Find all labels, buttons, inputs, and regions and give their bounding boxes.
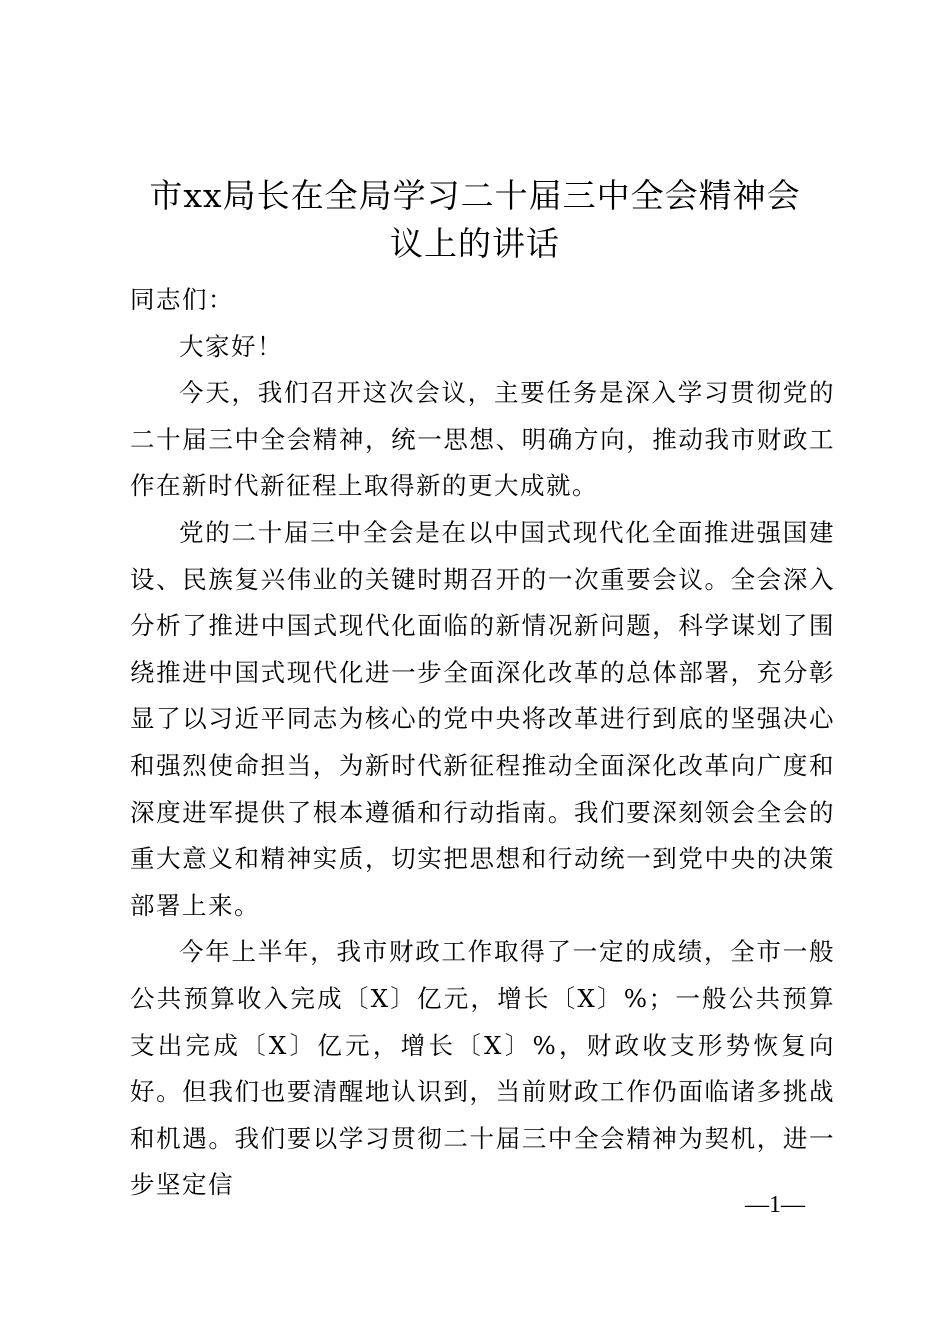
title-line-1: 市xx局长在全局学习二十届三中全会精神会 bbox=[149, 176, 801, 215]
title-line-2: 议上的讲话 bbox=[390, 224, 560, 263]
paragraph-fiscal-results: 今年上半年，我市财政工作取得了一定的成绩，全市一般公共预算收入完成〔X〕亿元，增长〔X〕%；一般公共预算支出完成〔X〕亿元，增长〔X〕%，财政收支形势恢复向好。但我们也要清醒地认识到，当前财政工作仍面临诸多挑战和机遇。我们要以学习贯彻二十届三中全会精神为契机，进一步坚定信 bbox=[130, 937, 835, 1200]
document-title bbox=[100, 172, 850, 268]
paragraph-plenum-significance: 党的二十届三中全会是在以中国式现代化全面推进强国建设、民族复兴伟业的关键时期召开的一次重要会议。全会深入分析了推进中国式现代化面临的新情况新问题，科学谋划了围绕推进中国式现代化进一步全面深化改革的总体部署，充分彰显了以习近平同志为核心的党中央将改革进行到底的坚强决心和强烈使命担当，为新时代新征程推动全面深化改革向广度和深度进军提供了根本遵循和行动指南。我们要深刻领会全会的重大意义和精神实质，切实把思想和行动统一到党中央的决策部署上来。 bbox=[130, 517, 835, 920]
paragraph-greeting: 大家好！ bbox=[179, 331, 283, 361]
salutation: 同志们： bbox=[130, 285, 234, 314]
paragraph-purpose: 今天，我们召开这次会议，主要任务是深入学习贯彻党的二十届三中全会精神，统一思想、明确方向，推动我市财政工作在新时代新征程上取得新的更大成就。 bbox=[130, 378, 835, 501]
page-number: —1— bbox=[745, 1192, 805, 1218]
document-body bbox=[130, 277, 835, 1209]
